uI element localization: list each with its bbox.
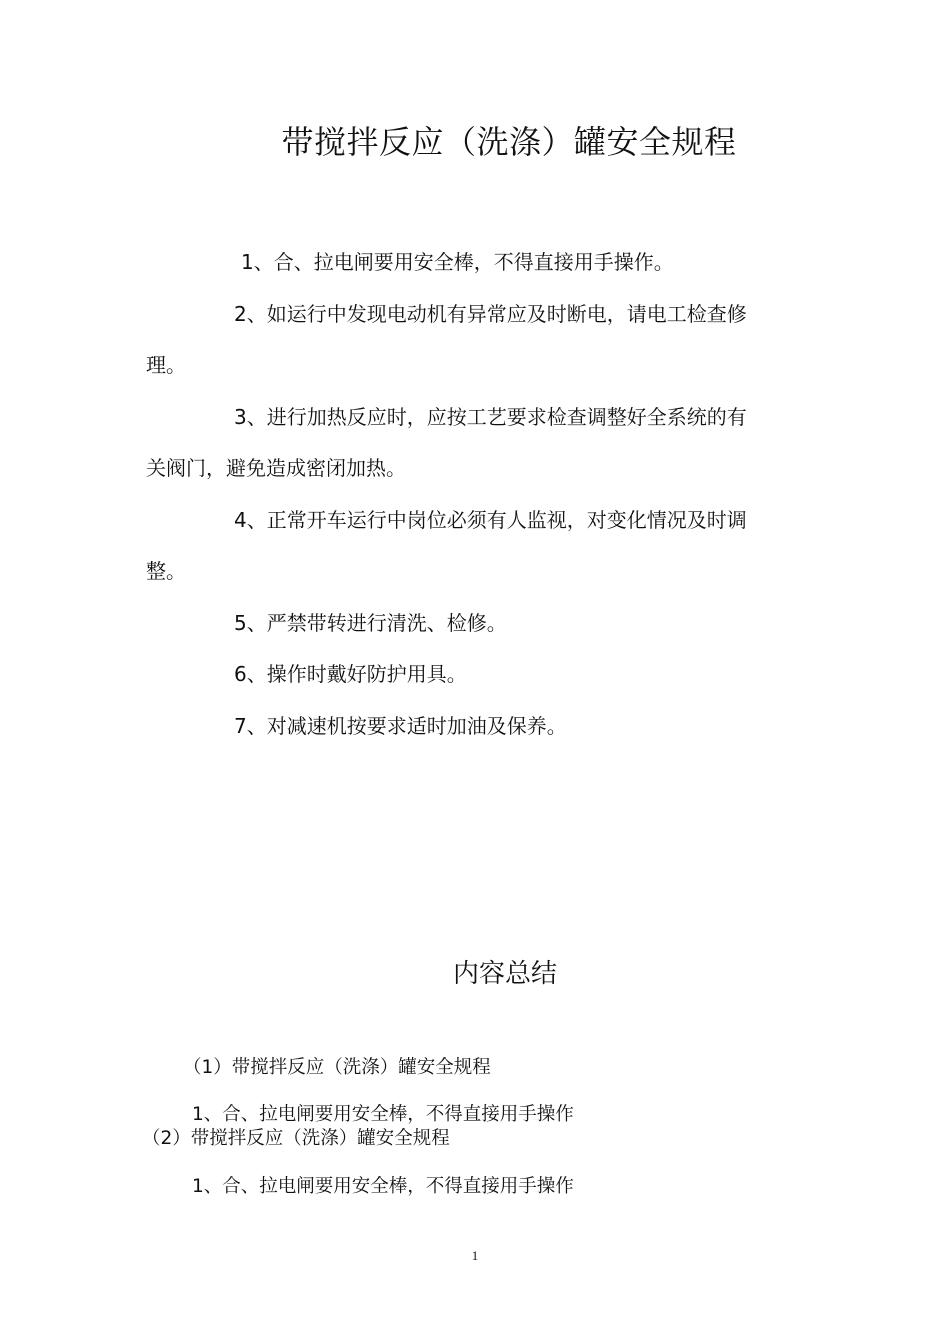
summary-item-4: 1、合、拉电闸要用安全棒，不得直接用手操作 bbox=[192, 1176, 574, 1197]
rule-3-line-2: 关阀门，避免造成密闭加热。 bbox=[146, 456, 406, 480]
summary-title: 内容总结 bbox=[452, 959, 557, 989]
rule-2-line-1: 2、如运行中发现电动机有异常应及时断电，请电工检查修 bbox=[234, 301, 747, 326]
rule-1-line-1: 1、合、拉电闸要用安全棒，不得直接用手操作。 bbox=[241, 250, 674, 274]
rule-6-line-1: 6、操作时戴好防护用具。 bbox=[234, 662, 467, 686]
rule-2-line-2: 理。 bbox=[146, 353, 186, 377]
summary-item-2: 1、合、拉电闸要用安全棒，不得直接用手操作 bbox=[192, 1104, 574, 1125]
summary-item-1: （1）带搅拌反应（洗涤）罐安全规程 bbox=[183, 1057, 491, 1078]
document-title: 带搅拌反应（洗涤）罐安全规程 bbox=[281, 123, 737, 161]
page-number: 1 bbox=[471, 1248, 479, 1263]
rule-7-line-1: 7、对减速机按要求适时加油及保养。 bbox=[234, 713, 567, 738]
rule-4-line-1: 4、正常开车运行中岗位必须有人监视，对变化情况及时调 bbox=[234, 507, 747, 532]
summary-item-3: （2）带搅拌反应（洗涤）罐安全规程 bbox=[142, 1128, 450, 1149]
rule-3-line-1: 3、进行加热反应时，应按工艺要求检查调整好全系统的有 bbox=[234, 404, 747, 429]
rules-list bbox=[146, 237, 808, 752]
rule-4-line-2: 整。 bbox=[146, 559, 186, 583]
rule-5-line-1: 5、严禁带转进行清洗、检修。 bbox=[234, 610, 507, 635]
